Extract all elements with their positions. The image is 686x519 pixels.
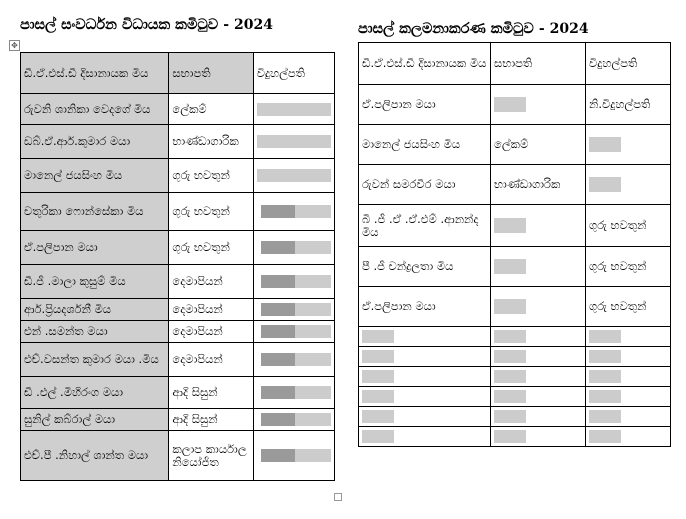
empty-cell-placeholder (589, 370, 621, 383)
member-role-cell (491, 85, 586, 125)
table-row (21, 321, 335, 343)
left-title-year: - 2024 (223, 17, 273, 33)
member-role-cell: කලාප කාර්යාල නියෝජිත (169, 431, 253, 481)
empty-cell-placeholder (494, 218, 526, 233)
member-name-cell: රුවනි ශානිකා වෙදගේ මිය (21, 94, 169, 125)
member-name-cell: ඒ.පලිපාන මයා (359, 85, 491, 125)
member-duty-cell (253, 377, 334, 409)
member-duty-cell (586, 327, 671, 347)
empty-cell-placeholder (362, 430, 394, 443)
member-role-cell: ගුරු භවතුන් (169, 193, 253, 231)
member-name-cell (359, 347, 491, 367)
empty-duty-placeholder (257, 205, 331, 218)
table-row (359, 43, 671, 85)
table-row (359, 287, 671, 327)
member-name-cell: ඩබ්.ඒ.ආර්.කුමාර මයා (21, 125, 169, 159)
table-row (21, 193, 335, 231)
member-role-cell (491, 327, 586, 347)
empty-duty-placeholder (257, 303, 331, 316)
empty-cell-placeholder (362, 390, 394, 403)
member-role-cell (491, 407, 586, 427)
left-title (20, 17, 273, 33)
member-name-cell (359, 387, 491, 407)
empty-duty-placeholder (257, 353, 331, 366)
member-role-cell: ලේකම් (169, 94, 253, 125)
table-resize-handle[interactable] (334, 493, 342, 501)
empty-cell-placeholder (494, 370, 526, 383)
table-row (359, 125, 671, 165)
table-row (21, 94, 335, 125)
table-row (359, 427, 671, 447)
member-role-cell (491, 367, 586, 387)
member-role-cell: ගුරු භවතුන් (169, 231, 253, 265)
empty-cell-placeholder (494, 259, 526, 274)
member-role-cell (491, 247, 586, 287)
member-name-cell: සුනිල් කබ්රාල් මයා (21, 409, 169, 431)
member-duty-cell (586, 165, 671, 205)
member-duty-cell (586, 367, 671, 387)
member-duty-cell (253, 159, 334, 193)
member-duty-cell (586, 347, 671, 367)
member-duty-cell: ගුරු භවතුන් (586, 205, 671, 247)
member-name-cell: ඩී .එල් .මිහිරංග මයා (21, 377, 169, 409)
member-role-cell: භාණ්ඩාගාරික (169, 125, 253, 159)
member-name-cell (359, 327, 491, 347)
table-row (359, 327, 671, 347)
member-duty-cell: ගුරු භවතුන් (586, 247, 671, 287)
member-name-cell: චතුරිකා ෆොන්සේකා මිය (21, 193, 169, 231)
member-duty-cell (253, 265, 334, 299)
member-duty-cell (253, 94, 334, 125)
member-name-cell: ආර්.ප්‍රියදර්ශනී මිය (21, 299, 169, 321)
table-row (21, 53, 335, 94)
member-name-cell: ඩී.ජී .මාලා කුසුම් මිය (21, 265, 169, 299)
member-name-cell: එන් .සමන්ත මයා (21, 321, 169, 343)
member-name-cell: පී .ජී චන්ද්‍රලතා මිය (359, 247, 491, 287)
empty-duty-placeholder (257, 325, 331, 338)
member-role-cell: දෙමාපියන් (169, 321, 253, 343)
empty-cell-placeholder (362, 330, 394, 343)
table-row (21, 159, 335, 193)
table-row (359, 205, 671, 247)
empty-cell-placeholder (589, 330, 621, 343)
member-role-cell: දෙමාපියන් (169, 343, 253, 377)
member-name-cell: ඒ.පලිපාන මයා (21, 231, 169, 265)
member-name-cell: රුවන් සමරවීර මයා (359, 165, 491, 205)
member-role-cell: සභාපති (491, 43, 586, 85)
table-row (21, 409, 335, 431)
member-role-cell: භාණ්ඩාගාරික (491, 165, 586, 205)
empty-cell-placeholder (589, 177, 621, 192)
empty-cell-placeholder (494, 97, 526, 112)
table-row (21, 377, 335, 409)
member-duty-cell (253, 193, 334, 231)
empty-duty-placeholder (257, 103, 331, 116)
empty-duty-placeholder (257, 135, 331, 148)
table-row (21, 299, 335, 321)
table-row (359, 347, 671, 367)
member-duty-cell: නි.විදුහල්පති (586, 85, 671, 125)
empty-duty-placeholder (257, 169, 331, 182)
member-duty-cell (253, 409, 334, 431)
empty-cell-placeholder (494, 350, 526, 363)
member-role-cell: ගුරු භවතුන් (169, 159, 253, 193)
member-name-cell (359, 407, 491, 427)
table-row (21, 343, 335, 377)
empty-cell-placeholder (362, 350, 394, 363)
member-role-cell: සභාපති (169, 53, 253, 94)
table-row (359, 247, 671, 287)
member-duty-cell (586, 407, 671, 427)
empty-cell-placeholder (494, 390, 526, 403)
member-name-cell (359, 427, 491, 447)
member-role-cell (491, 287, 586, 327)
member-name-cell: ඩී.ඒ.එස්.ඩී දිසානායක මිය (359, 43, 491, 85)
empty-duty-placeholder (257, 449, 331, 462)
table-row (21, 231, 335, 265)
table-row (21, 265, 335, 299)
member-role-cell (491, 205, 586, 247)
member-duty-cell (253, 431, 334, 481)
empty-cell-placeholder (589, 350, 621, 363)
member-duty-cell (586, 427, 671, 447)
empty-cell-placeholder (494, 330, 526, 343)
member-name-cell: එච්.පී .නිහාල් ශාන්ත මයා (21, 431, 169, 481)
table-row (359, 387, 671, 407)
member-role-cell: ලේකම් (491, 125, 586, 165)
table-row (21, 125, 335, 159)
member-duty-cell (586, 387, 671, 407)
member-duty-cell (253, 231, 334, 265)
empty-cell-placeholder (589, 430, 621, 443)
left-title-text: පාසල් සංවර්ධන විධායක කමිටුව (20, 17, 219, 33)
table-row (359, 367, 671, 387)
development-committee-table (20, 52, 335, 481)
member-duty-cell (253, 299, 334, 321)
empty-duty-placeholder (257, 386, 331, 399)
member-name-cell: මානෙල් ජයසිංහ මිය (21, 159, 169, 193)
table-move-handle[interactable]: ✥ (9, 40, 20, 51)
member-role-cell: ආදි සිසුන් (169, 377, 253, 409)
member-duty-cell: විදුහල්පති (253, 53, 334, 94)
empty-duty-placeholder (257, 413, 331, 426)
member-duty-cell: ගුරු භවතුන් (586, 287, 671, 327)
member-name-cell (359, 367, 491, 387)
empty-cell-placeholder (589, 410, 621, 423)
empty-cell-placeholder (494, 299, 526, 314)
member-role-cell (491, 347, 586, 367)
empty-cell-placeholder (362, 410, 394, 423)
member-name-cell: බී .ජී .ඒ .ඒ.එම් .ආනන්ද මිය (359, 205, 491, 247)
member-name-cell: මානෙල් ජයසිංහ මිය (359, 125, 491, 165)
empty-duty-placeholder (257, 275, 331, 288)
member-role-cell (491, 387, 586, 407)
member-name-cell: ඒ.පලිපාන මයා (359, 287, 491, 327)
empty-duty-placeholder (257, 241, 331, 254)
table-row (359, 407, 671, 427)
member-duty-cell (253, 321, 334, 343)
right-title-year: - 2024 (538, 21, 589, 37)
member-role-cell: ආදි සිසුන් (169, 409, 253, 431)
member-duty-cell (253, 343, 334, 377)
table-row (21, 431, 335, 481)
member-role-cell (491, 427, 586, 447)
member-role-cell: දෙමාපියන් (169, 265, 253, 299)
member-duty-cell (586, 125, 671, 165)
management-committee-table (358, 42, 671, 447)
member-duty-cell: විදුහල්පති (586, 43, 671, 85)
table-row (359, 85, 671, 125)
empty-cell-placeholder (362, 370, 394, 383)
member-name-cell: ඩී.ඒ.එස්.ඩී දිසානායක මිය (21, 53, 169, 94)
empty-cell-placeholder (589, 390, 621, 403)
right-title-text: පාසල් කලමනාකරණ කමිටුව (358, 21, 534, 37)
member-name-cell: එච්.වසන්ත කුමාර මයා .මිය (21, 343, 169, 377)
table-row (359, 165, 671, 205)
right-title (358, 21, 589, 37)
empty-cell-placeholder (589, 137, 621, 152)
empty-cell-placeholder (494, 410, 526, 423)
member-duty-cell (253, 125, 334, 159)
member-role-cell: දෙමාපියන් (169, 299, 253, 321)
empty-cell-placeholder (494, 430, 526, 443)
